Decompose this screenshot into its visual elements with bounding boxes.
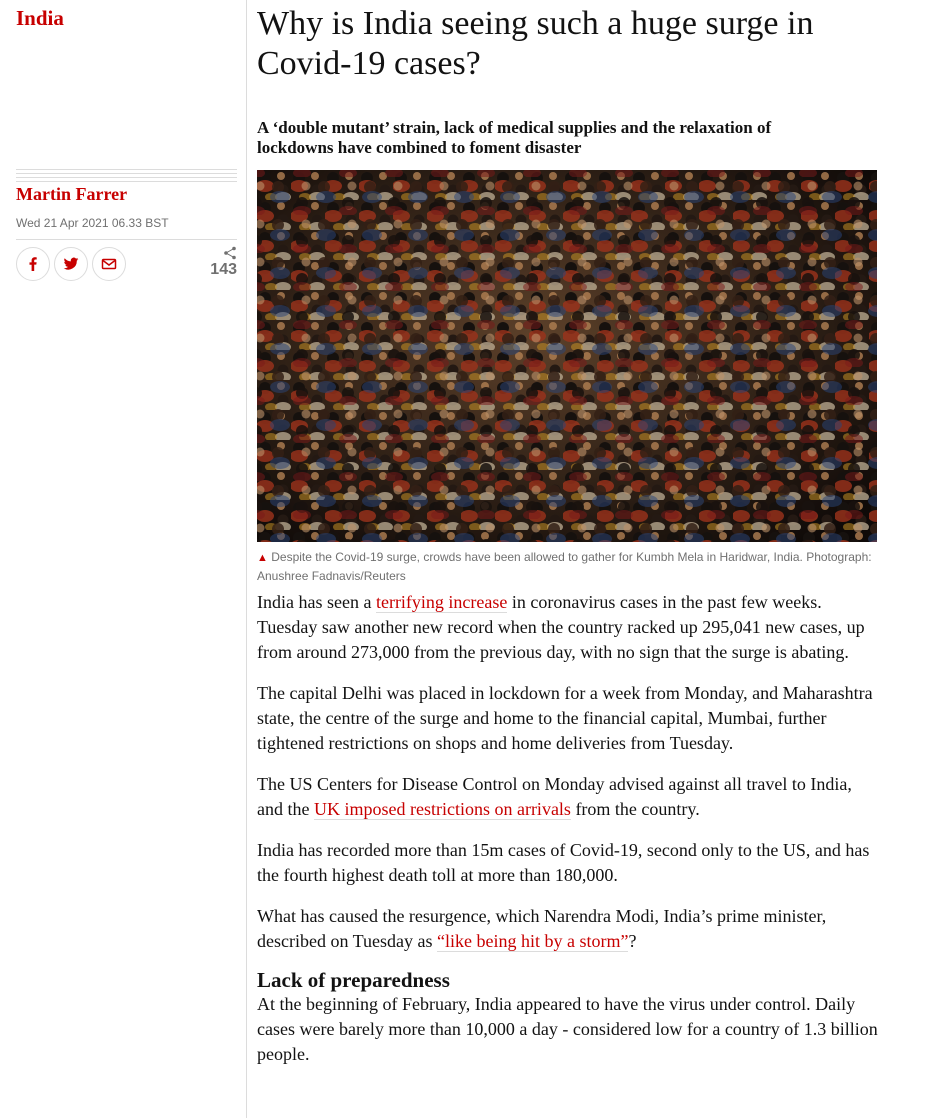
- subheading-lack-of-preparedness: Lack of preparedness: [257, 968, 450, 992]
- photo-caption: [257, 548, 877, 585]
- column-divider: [246, 0, 247, 1118]
- paragraph-1: [257, 590, 882, 665]
- main-photo-crowd: [257, 170, 877, 542]
- link-terrifying-increase[interactable]: terrifying increase: [375, 592, 508, 612]
- author-link[interactable]: Martin Farrer: [16, 184, 128, 204]
- paragraph-6: At the beginning of February, India appeared to have the virus under control. Daily cases were barely more than 10,000 a day - considered low for a country of 1.3 billion people.: [257, 994, 878, 1064]
- caption-triangle-icon: ▲: [257, 552, 268, 564]
- share-icon: [223, 246, 237, 260]
- p5-text-start: What has caused the resurgence, which Narendra Modi, India’s prime minister, described on Tuesday as: [257, 906, 827, 951]
- facebook-icon: [25, 256, 41, 272]
- email-icon: [101, 256, 117, 272]
- share-facebook-button[interactable]: [16, 247, 50, 281]
- paragraph-4: India has recorded more than 15m cases of Covid-19, second only to the US, and has the fourth highest death toll at more than 180,000.: [257, 840, 870, 885]
- link-uk-restrictions[interactable]: UK imposed restrictions on arrivals: [313, 799, 571, 819]
- article-meta-column: [16, 0, 237, 1118]
- crowd-photo-illustration: [257, 170, 877, 542]
- share-email-button[interactable]: [92, 247, 126, 281]
- p5-text-end: ?: [628, 931, 637, 951]
- meta-rules: [16, 169, 237, 185]
- caption-text: Despite the Covid-19 surge, crowds have been allowed to gather for Kumbh Mela in Haridwar, India. Photograph: Anushree Fadnavis/Reuters: [257, 550, 872, 583]
- p3-text-start: The US Centers for Disease Control on Monday advised against all travel to India, and the: [257, 774, 852, 819]
- p1-text-end: in coronavirus cases in the past few weeks. Tuesday saw another new record when the country racked up 295,041 new cases, up from around 273,000 from the previous day, with no sign that the surge is abating.: [257, 592, 865, 662]
- publish-date: Wed 21 Apr 2021 06.33 BST: [16, 216, 169, 230]
- twitter-icon: [63, 256, 79, 272]
- section-link[interactable]: India: [16, 6, 64, 30]
- standfirst: A ‘double mutant’ strain, lack of medical supplies and the relaxation of lockdowns have combined to foment disaster: [257, 118, 772, 157]
- p3-text-end: from the country.: [570, 799, 700, 819]
- share-count: [210, 246, 237, 279]
- article-body: [257, 590, 882, 1083]
- share-twitter-button[interactable]: [54, 247, 88, 281]
- headline: Why is India seeing such a huge surge in Covid-19 cases?: [257, 5, 814, 82]
- meta-divider: [16, 239, 237, 240]
- paragraph-5: [257, 904, 882, 954]
- share-buttons: [16, 247, 126, 281]
- p1-text-start: India has seen a: [257, 592, 376, 612]
- share-count-value: 143: [210, 261, 237, 278]
- paragraph-2: The capital Delhi was placed in lockdown for a week from Monday, and Maharashtra state, the centre of the surge and home to the financial capital, Mumbai, further tightened restrictions on shops and home deliveries from Tuesday.: [257, 683, 873, 753]
- paragraph-3: [257, 772, 882, 822]
- link-hit-by-storm[interactable]: “like being hit by a storm”: [436, 931, 629, 951]
